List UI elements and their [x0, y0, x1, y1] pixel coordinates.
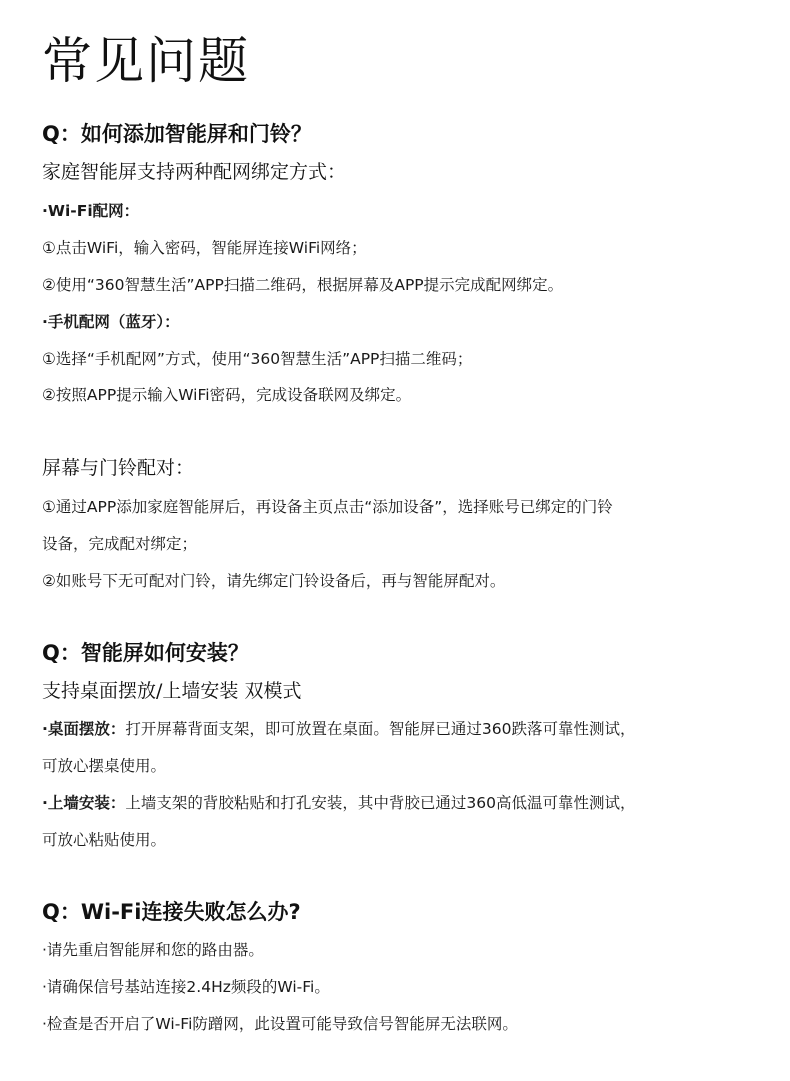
faq2-wall-text: 上墙支架的背胶粘贴和打孔安装，其中背胶已通过360高低温可靠性测试， — [125, 794, 636, 812]
faq2-wall-line2: 可放心粘贴使用。 — [42, 831, 167, 849]
faq3-tip1: ·请先重启智能屏和您的路由器。 — [42, 941, 264, 959]
faq1-pair-step1-line1: ①通过APP添加家庭智能屏后，再设备主页点击“添加设备”，选择账号已绑定的门铃 — [42, 498, 613, 516]
faq2-subhead: 支持桌面摆放/上墙安装 双模式 — [42, 680, 302, 702]
faq2-desk-lead: ·桌面摆放： — [42, 720, 126, 738]
faq3-tip3: ·检查是否开启了Wi-Fi防蹭网，此设置可能导致信号智能屏无法联网。 — [42, 1015, 518, 1033]
faq1-pair-step2: ②如账号下无可配对门铃，请先绑定门铃设备后，再与智能屏配对。 — [42, 572, 506, 590]
faq2-wall-line1 — [42, 792, 635, 814]
faq1-wifi-step2: ②使用“360智慧生活”APP扫描二维码，根据屏幕及APP提示完成配网绑定。 — [42, 276, 564, 294]
faq1-pair-heading: 屏幕与门铃配对： — [42, 457, 195, 479]
faq1-phone-step2: ②按照APP提示输入WiFi密码，完成设备联网及绑定。 — [42, 386, 412, 404]
faq1-wifi-heading-text: ·Wi-Fi配网： — [42, 202, 140, 220]
faq1-subhead: 家庭智能屏支持两种配网绑定方式： — [42, 161, 347, 183]
faq3-tip2: ·请确保信号基站连接2.4Hz频段的Wi-Fi。 — [42, 978, 330, 996]
faq1-phone-step1: ①选择“手机配网”方式，使用“360智慧生活”APP扫描二维码； — [42, 350, 473, 368]
faq1-phone-heading-text: ·手机配网（蓝牙）： — [42, 313, 180, 331]
page-title: 常见问题 — [42, 32, 250, 90]
faq1-wifi-heading — [42, 200, 139, 222]
faq3-question: Q：Wi-Fi连接失败怎么办? — [42, 900, 301, 924]
faq2-desk-line1 — [42, 718, 635, 740]
faq2-question: Q：智能屏如何安装？ — [42, 641, 249, 665]
faq2-desk-line2: 可放心摆桌使用。 — [42, 757, 167, 775]
faq1-phone-heading — [42, 311, 180, 333]
faq1-question: Q：如何添加智能屏和门铃？ — [42, 122, 312, 146]
faq1-pair-step1-line2: 设备，完成配对绑定； — [42, 535, 198, 553]
faq1-wifi-step1: ①点击WiFi，输入密码，智能屏连接WiFi网络； — [42, 239, 367, 257]
faq2-wall-lead: ·上墙安装： — [42, 794, 126, 812]
faq2-desk-text: 打开屏幕背面支架，即可放置在桌面。智能屏已通过360跌落可靠性测试， — [125, 720, 636, 738]
